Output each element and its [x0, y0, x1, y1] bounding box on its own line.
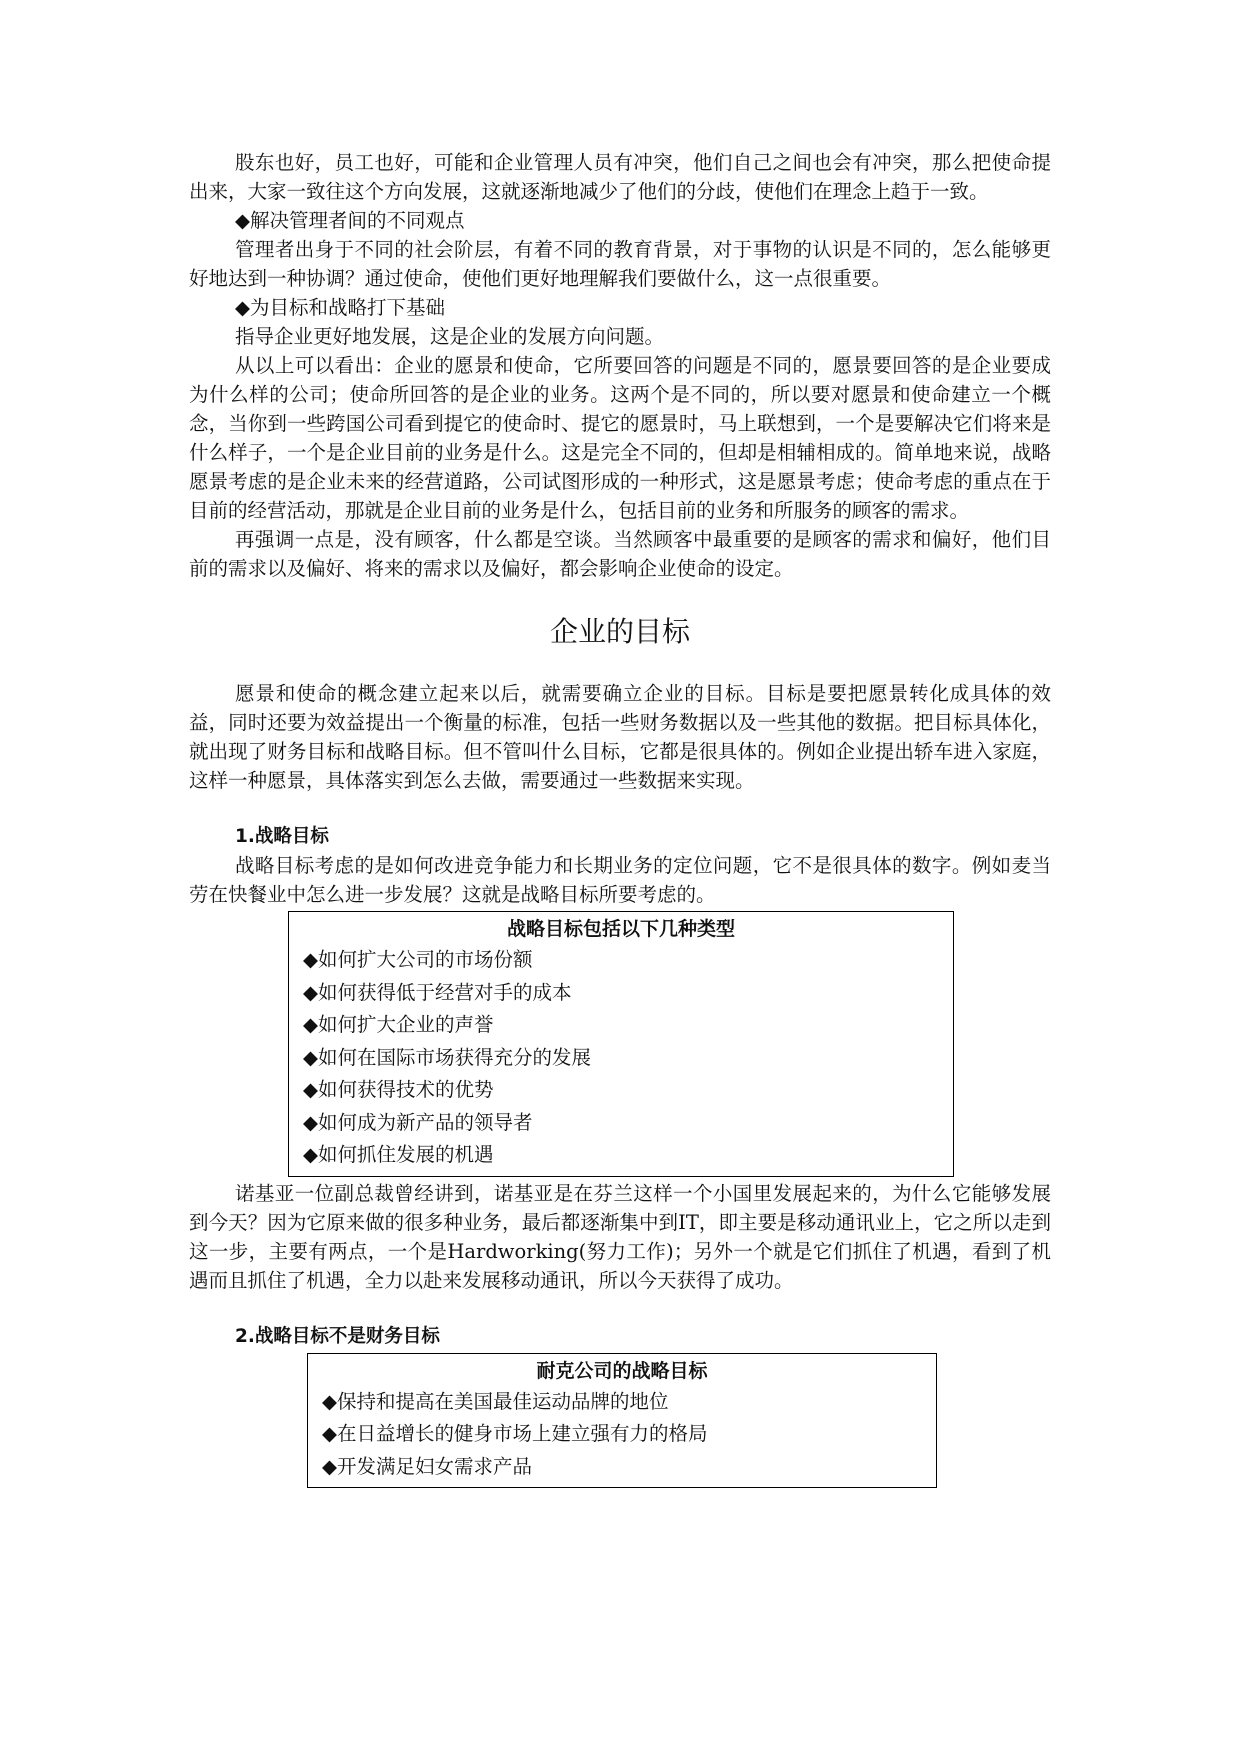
box-title: 战略目标包括以下几种类型 [506, 918, 735, 940]
box-title: 耐克公司的战略目标 [536, 1359, 708, 1382]
nike-goals-box [307, 1353, 937, 1489]
bullet-foundation: ◆为目标和战略打下基础 [235, 296, 445, 319]
list-item: ◆在日益增长的健身市场上建立强有力的格局 [322, 1422, 708, 1445]
list-item: ◆如何扩大公司的市场份额 [303, 948, 533, 971]
list-item: ◆如何成为新产品的领导者 [303, 1110, 533, 1134]
list-item: ◆如何在国际市场获得充分的发展 [303, 1045, 591, 1069]
document-page [189, 148, 1051, 1490]
nike-goal-list [322, 1386, 922, 1484]
list-item: ◆如何获得低于经营对手的成本 [303, 980, 572, 1004]
bullet-resolve-differences: ◆解决管理者间的不同观点 [235, 209, 465, 232]
paragraph-nokia: 诺基亚一位副总裁曾经讲到，诺基亚是在芬兰这样一个小国里发展起来的，为什么它能够发展到今天？因为它原来做的很多种业务，最后都逐渐集中到IT，即主要是移动通讯业上，它之所以走到这一步，主要有两点，一个是Hardworking(努力工作)；另外一个就是它们抓住了机遇，看到了机遇而且抓住了机遇，全力以赴来发展移动通讯，所以今天获得了成功。 [189, 1181, 1051, 1292]
paragraph-managers: 管理者出身于不同的社会阶层，有着不同的教育背景，对于事物的认识是不同的，怎么能够更好地达到一种协调？通过使命，使他们更好地理解我们要做什么，这一点很重要。 [189, 238, 1051, 290]
goal-type-list [303, 944, 939, 1172]
paragraph-emphasis: 再强调一点是，没有顾客，什么都是空谈。当然顾客中最重要的是顾客的需求和偏好，他们目前的需求以及偏好、将来的需求以及偏好，都会影响企业使命的设定。 [189, 528, 1051, 580]
paragraph-shareholders: 股东也好，员工也好，可能和企业管理人员有冲突，他们自己之间也会有冲突，那么把使命提出来，大家一致往这个方向发展，这就逐渐地减少了他们的分歧，使他们在理念上趋于一致。 [189, 151, 1051, 203]
list-item: ◆如何扩大企业的声誉 [303, 1013, 494, 1036]
paragraph-summary: 从以上可以看出：企业的愿景和使命，它所要回答的问题是不同的，愿景要回答的是企业要成为什么样的公司；使命所回答的是企业的业务。这两个是不同的，所以要对愿景和使命建立一个概念，当你到一些跨国公司看到提它的使命时、提它的愿景时，马上联想到，一个是要解决它们将来是什么样子，一个是企业目前的业务是什么。这是完全不同的，但却是相辅相成的。简单地来说，战略愿景考虑的是企业未来的经营道路，公司试图形成的一种形式，这是愿景考虑；使命考虑的重点在于目前的经营活动，那就是企业目前的业务是什么，包括目前的业务和所服务的顾客的需求。 [189, 354, 1051, 522]
paragraph-goals: 愿景和使命的概念建立起来以后，就需要确立企业的目标。目标是要把愿景转化成具体的效益，同时还要为效益提出一个衡量的标准，包括一些财务数据以及一些其他的数据。把目标具体化，就出现了财务目标和战略目标。但不管叫什么目标，它都是很具体的。例如企业提出轿车进入家庭，这样一种愿景，具体落实到怎么去做，需要通过一些数据来实现。 [189, 682, 1051, 792]
strategic-goal-types-box [288, 911, 954, 1177]
spacer [189, 1295, 1051, 1323]
paragraph-strategic: 战略目标考虑的是如何改进竞争能力和长期业务的定位问题，它不是很具体的数字。例如麦当劳在快餐业中怎么进一步发展？这就是战略目标所要考虑的。 [189, 854, 1051, 906]
heading-not-financial: 2.战略目标不是财务目标 [235, 1325, 440, 1347]
list-item: ◆保持和提高在美国最佳运动品牌的地位 [322, 1389, 669, 1413]
list-item: ◆如何抓住发展的机遇 [303, 1143, 494, 1166]
heading-strategic-goals: 1.战略目标 [235, 826, 329, 847]
paragraph-guide: 指导企业更好地发展，这是企业的发展方向问题。 [235, 325, 665, 348]
list-item: ◆开发满足妇女需求产品 [322, 1454, 532, 1478]
list-item: ◆如何获得技术的优势 [303, 1078, 494, 1101]
spacer [189, 795, 1051, 823]
section-title: 企业的目标 [549, 615, 690, 648]
